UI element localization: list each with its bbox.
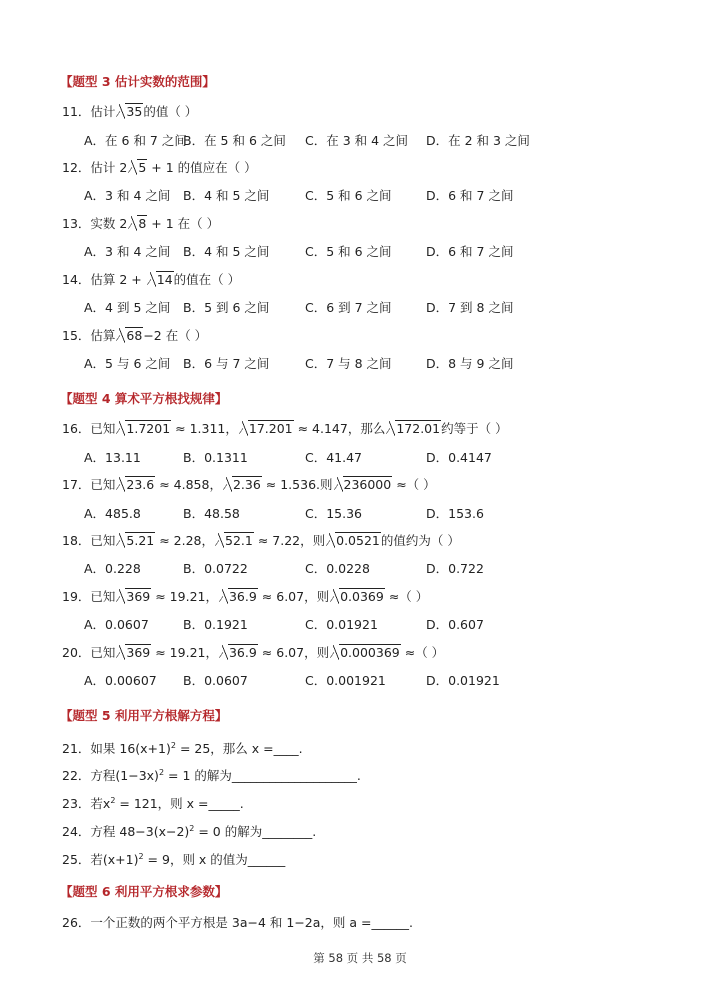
option-20-c: C．0.001921: [305, 673, 386, 688]
sqrt-symbol: 0.0521: [326, 532, 381, 550]
sqrt-symbol: 0.000369: [330, 644, 401, 662]
option-14-a: A．4 到 5 之间: [84, 300, 171, 315]
option-18-d: D．0.722: [426, 561, 484, 576]
sqrt-symbol: 5: [128, 159, 147, 177]
section-title-5: 【题型 5 利用平方根解方程】: [60, 708, 228, 723]
question-15: 15．估算 68−2 在（ ）: [62, 328, 208, 343]
question-12: 12．估计 2 5 + 1 的值应在（ ）: [62, 160, 257, 175]
option-13-c: C．5 和 6 之间: [305, 244, 392, 259]
option-17-b: B．48.58: [183, 506, 240, 521]
option-18-c: C．0.0228: [305, 561, 370, 576]
option-17-c: C．15.36: [305, 506, 363, 521]
sqrt-symbol: 52.1: [215, 532, 254, 550]
option-17-a: A．485.8: [84, 506, 141, 521]
option-16-c: C．41.47: [305, 450, 363, 465]
sqrt-symbol: 17.201: [239, 420, 294, 438]
option-12-c: C．5 和 6 之间: [305, 188, 392, 203]
option-15-b: B．6 与 7 之间: [183, 356, 270, 371]
option-15-d: D．8 与 9 之间: [426, 356, 514, 371]
question-11: 11．估计 35的值（ ）: [62, 104, 198, 119]
option-12-d: D．6 和 7 之间: [426, 188, 514, 203]
option-15-c: C．7 与 8 之间: [305, 356, 392, 371]
question-19: 19．已知 369 ≈ 19.21， 36.9 ≈ 6.07，则 0.0369 ≈（ ）: [62, 589, 429, 604]
sqrt-symbol: 369: [116, 644, 151, 662]
option-20-b: B．0.0607: [183, 673, 248, 688]
question-13: 13．实数 2 8 + 1 在（ ）: [62, 216, 220, 231]
sqrt-symbol: 23.6: [116, 476, 155, 494]
sqrt-symbol: 2.36: [223, 476, 262, 494]
sqrt-symbol: 0.0369: [330, 588, 385, 606]
option-11-a: A．在 6 和 7 之间: [84, 133, 187, 148]
option-17-d: D．153.6: [426, 506, 484, 521]
option-20-d: D．0.01921: [426, 673, 500, 688]
question-16: 16．已知 1.7201 ≈ 1.311， 17.201 ≈ 4.147，那么 172.01约等于（ ）: [62, 421, 508, 436]
question-23: 23．若$x^2 = 121$，则 x =_____.: [62, 796, 244, 812]
question-18: 18．已知 5.21 ≈ 2.28， 52.1 ≈ 7.22，则 0.0521的值约为（ ）: [62, 533, 460, 548]
option-18-a: A．0.228: [84, 561, 141, 576]
option-11-c: C．在 3 和 4 之间: [305, 133, 409, 148]
question-25: 25．若$(x+1)^2 = 9$，则 x 的值为______: [62, 852, 286, 868]
option-14-b: B．5 到 6 之间: [183, 300, 270, 315]
option-18-b: B．0.0722: [183, 561, 248, 576]
question-17: 17．已知 23.6 ≈ 4.858， 2.36 ≈ 1.536.则 236000 ≈（ ）: [62, 477, 436, 492]
sqrt-symbol: 5.21: [116, 532, 155, 550]
option-13-b: B．4 和 5 之间: [183, 244, 270, 259]
option-12-b: B．4 和 5 之间: [183, 188, 270, 203]
option-16-d: D．0.4147: [426, 450, 492, 465]
sqrt-symbol: 35: [116, 103, 143, 121]
option-19-a: A．0.0607: [84, 617, 149, 632]
option-12-a: A．3 和 4 之间: [84, 188, 171, 203]
option-14-d: D．7 到 8 之间: [426, 300, 514, 315]
question-26: 26．一个正数的两个平方根是 3a−4 和 1−2a，则 a =______.: [62, 915, 413, 930]
option-11-b: B．在 5 和 6 之间: [183, 133, 286, 148]
option-19-b: B．0.1921: [183, 617, 248, 632]
sqrt-symbol: 14: [147, 271, 174, 289]
option-20-a: A．0.00607: [84, 673, 157, 688]
sqrt-symbol: 36.9: [219, 644, 258, 662]
option-11-d: D．在 2 和 3 之间: [426, 133, 530, 148]
section-title-4: 【题型 4 算术平方根找规律】: [60, 391, 228, 406]
option-19-d: D．0.607: [426, 617, 484, 632]
question-14: 14．估算 2 + 14的值在（ ）: [62, 272, 241, 287]
sqrt-symbol: 8: [128, 215, 147, 233]
sqrt-symbol: 369: [116, 588, 151, 606]
page-footer: 第 58 页 共 58 页: [313, 951, 407, 965]
section-title-3: 【题型 3 估计实数的范围】: [60, 74, 215, 89]
question-20: 20．已知 369 ≈ 19.21， 36.9 ≈ 6.07，则 0.000369 ≈（ ）: [62, 645, 445, 660]
option-16-b: B．0.1311: [183, 450, 248, 465]
sqrt-symbol: 68: [116, 327, 143, 345]
question-24: 24．方程 $48-3(x-2)^2 = 0$ 的解为________.: [62, 824, 317, 840]
sqrt-symbol: 172.01: [386, 420, 441, 438]
sqrt-symbol: 236000: [334, 476, 393, 494]
option-13-d: D．6 和 7 之间: [426, 244, 514, 259]
section-title-6: 【题型 6 利用平方根求参数】: [60, 884, 228, 899]
sqrt-symbol: 1.7201: [116, 420, 171, 438]
option-14-c: C．6 到 7 之间: [305, 300, 392, 315]
option-15-a: A．5 与 6 之间: [84, 356, 171, 371]
option-16-a: A．13.11: [84, 450, 141, 465]
question-22: 22．方程$(1-3x)^2 = 1$ 的解为____________________.: [62, 768, 361, 784]
question-21: 21．如果 $16(x+1)^2 = 25$，那么 x =____.: [62, 741, 303, 757]
option-19-c: C．0.01921: [305, 617, 378, 632]
sqrt-symbol: 36.9: [219, 588, 258, 606]
option-13-a: A．3 和 4 之间: [84, 244, 171, 259]
